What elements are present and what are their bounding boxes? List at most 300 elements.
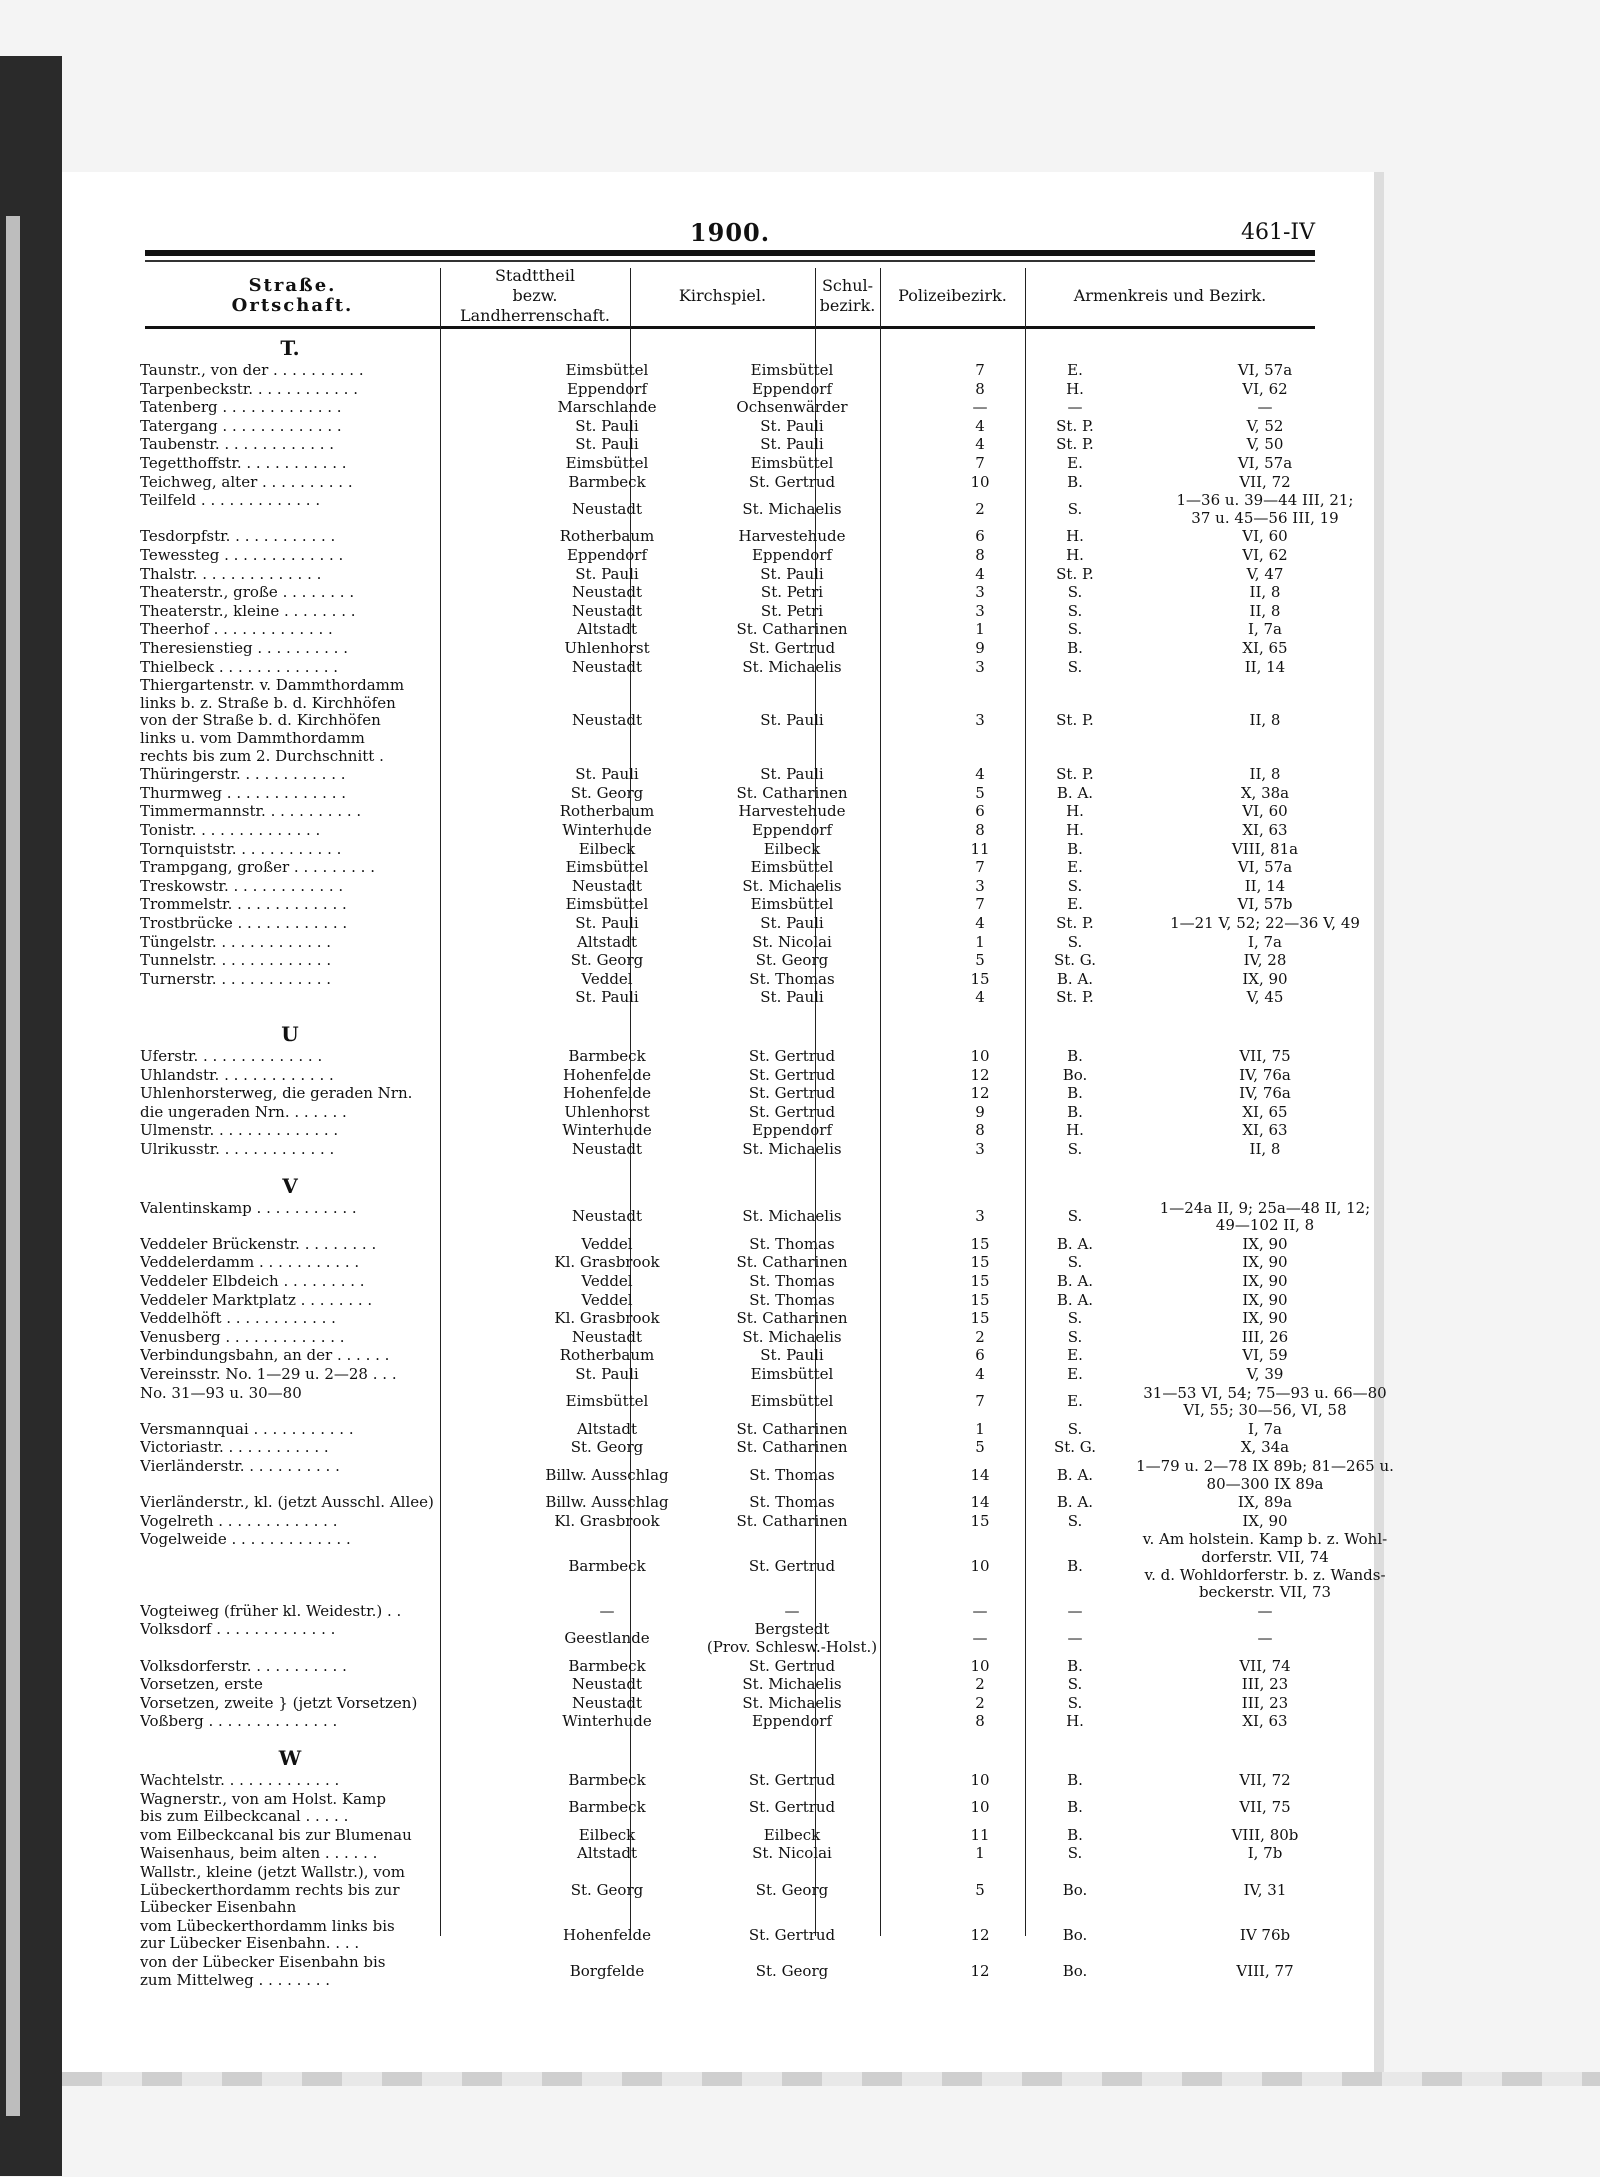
poor-district: VIII, 81a [1231, 839, 1299, 858]
school-district: 1 [975, 1844, 985, 1863]
district: Neustadt [572, 499, 642, 518]
parish: St. Thomas [749, 1234, 835, 1253]
district: Barmbeck [568, 1771, 646, 1789]
police-district: S. [1067, 932, 1083, 951]
parish: Eppendorf [751, 379, 833, 398]
district: Eppendorf [566, 379, 648, 398]
school-district: 7 [975, 454, 985, 472]
police-district: B. [1067, 1102, 1083, 1121]
street-name: Wachtelstr. . . . . . . . . . . . . [140, 1772, 340, 1789]
parish: Eppendorf [751, 821, 833, 839]
police-district: — [1067, 398, 1083, 417]
street-name: Valentinskamp . . . . . . . . . . . [140, 1199, 357, 1217]
street-name: Tornquiststr. . . . . . . . . . . . [140, 840, 342, 858]
police-district: St. P. [1056, 765, 1094, 784]
street-name: Theerhof . . . . . . . . . . . . . [140, 621, 333, 639]
header-page-number: 461-IV [1240, 220, 1315, 245]
police-district: B. [1067, 1047, 1083, 1065]
poor-district: XI, 63 [1242, 821, 1288, 839]
school-district: 5 [975, 1438, 985, 1457]
table-row [140, 1772, 1320, 1790]
school-district: 9 [975, 639, 985, 657]
district: Altstadt [577, 620, 637, 639]
district: St. Georg [570, 1880, 644, 1899]
school-district: 12 [970, 1925, 990, 1944]
district: Hohenfelde [562, 1084, 651, 1103]
street-name: Thalstr. . . . . . . . . . . . . . [140, 565, 322, 583]
district: Neustadt [572, 876, 642, 895]
poor-district: II, 8 [1249, 1140, 1281, 1158]
school-district: — [972, 398, 988, 417]
table-row [140, 971, 1320, 989]
police-district: B. A. [1056, 1465, 1094, 1484]
section-letter: W [278, 1746, 302, 1770]
school-district: 10 [970, 1771, 990, 1789]
district: Neustadt [572, 601, 642, 620]
poor-district: VI, 57a [1237, 858, 1293, 877]
school-district: — [972, 1629, 988, 1648]
street-name: Timmermannstr. . . . . . . . . . . [140, 803, 362, 821]
parish: St. Georg [755, 951, 829, 970]
street-name: Trommelstr. . . . . . . . . . . . . [140, 896, 347, 914]
poor-district: IX, 90 [1242, 1309, 1288, 1328]
district: Altstadt [577, 932, 637, 951]
table-row [140, 603, 1320, 621]
table-row [140, 841, 1320, 859]
police-district: E. [1067, 454, 1083, 472]
street-name: Tüngelstr. . . . . . . . . . . . . [140, 933, 332, 951]
district: Barmbeck [568, 1798, 646, 1817]
street-name: Tewessteg . . . . . . . . . . . . . [140, 547, 344, 564]
parish: Eimsbüttel [750, 1392, 834, 1411]
district: St. Pauli [575, 765, 639, 784]
table-row [140, 1366, 1320, 1384]
school-district: 3 [975, 1207, 985, 1226]
table-row [140, 621, 1320, 639]
police-district: S. [1067, 1253, 1083, 1272]
parish: St. Thomas [749, 1272, 835, 1290]
school-district: 10 [970, 1556, 990, 1575]
school-district: 3 [975, 711, 985, 730]
parish: — [784, 1601, 800, 1620]
district: Neustadt [572, 583, 642, 602]
table-row [140, 1621, 1320, 1656]
street-name: Veddelerdamm . . . . . . . . . . . [140, 1254, 360, 1272]
school-district: 7 [975, 1392, 985, 1411]
street-name: Waisenhaus, beim alten . . . . . . [140, 1845, 378, 1863]
police-district: B. A. [1056, 969, 1094, 988]
parish: Eimsbüttel [750, 1365, 834, 1383]
poor-district: VII, 74 [1239, 1656, 1291, 1675]
poor-district: 1—21 V, 52; 22—36 V, 49 [1170, 914, 1360, 932]
table-row [140, 584, 1320, 602]
street-name: Uhlandstr. . . . . . . . . . . . . [140, 1066, 334, 1084]
district: Winterhude [562, 1121, 652, 1140]
parish: St. Thomas [749, 1493, 835, 1512]
poor-district: VI, 62 [1242, 379, 1288, 398]
parish: Eimsbüttel [750, 858, 834, 877]
school-district: 2 [975, 1327, 985, 1346]
parish: St. Michaelis [742, 1207, 842, 1226]
school-district: 15 [970, 969, 990, 988]
police-district: H. [1066, 1712, 1084, 1731]
school-district: 7 [975, 361, 985, 379]
school-district: 8 [975, 821, 985, 839]
parish: St. Catharinen [736, 1419, 848, 1438]
police-district: E. [1067, 361, 1083, 379]
police-district: B. A. [1056, 1234, 1094, 1253]
street-name: vom Eilbeckcanal bis zur Blumenau [140, 1826, 412, 1844]
table-row [140, 1439, 1320, 1457]
police-district: B. A. [1056, 783, 1094, 802]
street-name: Veddeler Marktplatz . . . . . . . . [140, 1291, 373, 1309]
poor-district: IV 76b [1239, 1925, 1291, 1944]
parish: St. Catharinen [736, 1253, 848, 1272]
school-district: 6 [975, 527, 985, 546]
table-row [140, 1236, 1320, 1254]
school-district: 3 [975, 657, 985, 676]
parish: St. Pauli [760, 435, 824, 454]
street-name: Wagnerstr., von am Holst. Kamp bis zum Eilbeckcanal . . . . . [140, 1790, 386, 1826]
district: St. Georg [570, 1438, 644, 1457]
poor-district: 1—36 u. 39—44 III, 21; 37 u. 45—56 III, 19 [1176, 491, 1354, 527]
column-header-rule [145, 326, 1315, 329]
school-district: 15 [970, 1511, 990, 1530]
district: St. Pauli [575, 988, 639, 1007]
parish: Harvestehude [738, 802, 846, 821]
street-name: Tonistr. . . . . . . . . . . . . . [140, 822, 321, 839]
school-district: 4 [975, 435, 985, 454]
parish: St. Pauli [760, 564, 824, 583]
poor-district: VII, 72 [1239, 1771, 1291, 1789]
district: Rotherbaum [559, 802, 655, 821]
parish: Eimsbüttel [750, 454, 834, 472]
parish: St. Catharinen [736, 1309, 848, 1328]
police-district: B. [1067, 1656, 1083, 1675]
poor-district: II, 8 [1249, 765, 1281, 784]
poor-district: XI, 63 [1242, 1121, 1288, 1140]
police-district: S. [1067, 583, 1083, 602]
street-name: Taunstr., von der . . . . . . . . . . [140, 362, 364, 379]
poor-district: IX, 89a [1237, 1493, 1293, 1512]
district: Eppendorf [566, 546, 648, 564]
street-name: Vogteiweg (früher kl. Weidestr.) . . [140, 1602, 402, 1620]
poor-district: — [1257, 1629, 1273, 1648]
poor-district: XI, 65 [1242, 1102, 1288, 1121]
school-district: 10 [970, 1656, 990, 1675]
poor-district: V, 52 [1246, 416, 1284, 435]
parish: St. Gertrud [748, 1798, 836, 1817]
poor-district: I, 7b [1247, 1844, 1283, 1863]
street-name: Trostbrücke . . . . . . . . . . . . [140, 915, 348, 932]
school-district: 10 [970, 1047, 990, 1065]
police-district: E. [1067, 1346, 1083, 1365]
poor-district: I, 7a [1248, 620, 1282, 639]
poor-district: III, 26 [1241, 1327, 1289, 1346]
police-district: Bo. [1062, 1961, 1088, 1980]
parish: St. Thomas [749, 969, 835, 988]
district: Rotherbaum [559, 527, 655, 546]
district: Neustadt [572, 1140, 642, 1158]
school-district: 3 [975, 583, 985, 602]
street-name: von der Lübecker Eisenbahn bis zum Mittelweg . . . . . . . . [140, 1954, 386, 1989]
parish: St. Michaelis [742, 499, 842, 518]
poor-district: II, 8 [1249, 711, 1281, 730]
table-row [140, 1658, 1320, 1676]
street-name: Veddeler Brückenstr. . . . . . . . . [140, 1235, 377, 1253]
header-rule-thick [145, 250, 1315, 256]
district: Winterhude [562, 821, 652, 839]
district: Veddel [581, 1272, 633, 1290]
street-name: Tatenberg . . . . . . . . . . . . . [140, 399, 342, 417]
parish: St. Gertrud [748, 1556, 836, 1575]
street-name: Thurmweg . . . . . . . . . . . . . [140, 784, 347, 802]
column-header-1: Stadttheil bezw. Landherrenschaft. [459, 266, 610, 325]
table-row [140, 934, 1320, 952]
poor-district: V, 50 [1246, 435, 1284, 454]
page-header [145, 218, 1315, 252]
street-name: Tunnelstr. . . . . . . . . . . . . [140, 952, 332, 970]
parish: St. Nicolai [752, 932, 832, 951]
table-row [140, 547, 1320, 565]
parish: Bergstedt (Prov. Schlesw.-Holst.) [706, 1620, 878, 1656]
police-district: S. [1067, 1675, 1083, 1694]
column-header-4: Polizeibezirk. [898, 286, 1007, 305]
poor-district: 1—79 u. 2—78 IX 89b; 81—265 u. 80—300 IX 89a [1136, 1457, 1394, 1493]
table-row [140, 1676, 1320, 1694]
street-name: Victoriastr. . . . . . . . . . . . [140, 1439, 329, 1457]
police-district: H. [1066, 379, 1084, 398]
poor-district: VI, 57a [1237, 361, 1293, 379]
street-name: Tarpenbeckstr. . . . . . . . . . . . [140, 380, 358, 398]
parish: St. Georg [755, 1880, 829, 1899]
parish: St. Petri [760, 601, 824, 620]
street-name: Vorsetzen, erste [140, 1676, 263, 1694]
parish: Eppendorf [751, 546, 833, 564]
parish: St. Georg [755, 1961, 829, 1980]
left-scan-edge [0, 56, 62, 2176]
poor-district: II, 8 [1249, 583, 1281, 602]
poor-district: X, 34a [1240, 1438, 1290, 1457]
parish: St. Michaelis [742, 1327, 842, 1346]
table-row [140, 1310, 1320, 1328]
school-district: 11 [970, 839, 990, 858]
street-name: Thiergartenstr. v. Dammthordamm links b. z. Straße b. d. Kirchhöfen von der Straße b. d. Kirchhöfen links u. vom Dammthordamm rechts bis zum 2. Durchschnitt . [140, 677, 405, 765]
district: Neustadt [572, 1693, 642, 1712]
street-name: Theaterstr., kleine . . . . . . . . [140, 602, 356, 620]
district: Neustadt [572, 1675, 642, 1694]
poor-district: I, 7a [1248, 932, 1282, 951]
district: Geestlande [564, 1629, 650, 1648]
police-district: S. [1067, 1844, 1083, 1863]
poor-district: VIII, 80b [1231, 1825, 1299, 1844]
poor-district: IX, 90 [1242, 1290, 1288, 1309]
table-row [140, 914, 1360, 933]
street-name: Thielbeck . . . . . . . . . . . . . [140, 658, 339, 676]
police-district: H. [1066, 527, 1084, 546]
table-row [140, 418, 1320, 436]
table-row [140, 1530, 1388, 1602]
district: Barmbeck [568, 1047, 646, 1065]
parish: St. Catharinen [736, 620, 848, 639]
poor-district: IX, 90 [1242, 1234, 1288, 1253]
poor-district: V, 39 [1246, 1365, 1284, 1383]
poor-district: VI, 62 [1242, 546, 1288, 564]
poor-district: IV, 76a [1239, 1084, 1291, 1103]
poor-district: VII, 75 [1239, 1798, 1291, 1817]
district: St. Georg [570, 783, 644, 802]
poor-district: I, 7a [1248, 1419, 1282, 1438]
district: Eilbeck [578, 839, 636, 858]
poor-district: XI, 63 [1242, 1712, 1288, 1731]
school-district: 12 [970, 1961, 990, 1980]
parish: St. Gertrud [748, 1084, 836, 1103]
table-row [140, 491, 1354, 527]
parish: St. Nicolai [752, 1844, 832, 1863]
district: St. Pauli [575, 564, 639, 583]
street-name: Ulrikusstr. . . . . . . . . . . . . [140, 1141, 335, 1158]
table-row [140, 1383, 1387, 1420]
police-district: St. P. [1056, 988, 1094, 1007]
parish: Eppendorf [751, 1712, 833, 1731]
street-name: Veddelhöft . . . . . . . . . . . . [140, 1310, 336, 1328]
parish: St. Pauli [760, 711, 824, 730]
school-district: 8 [975, 379, 985, 398]
poor-district: X, 38a [1240, 783, 1290, 802]
school-district: 12 [970, 1065, 990, 1084]
table-row [140, 1104, 1320, 1122]
street-name: vom Lübeckerthordamm links bis zur Lübecker Eisenbahn. . . . [140, 1917, 395, 1953]
column-header-0: Straße. Ortschaft. [231, 275, 354, 316]
school-district: 3 [975, 876, 985, 895]
school-district: 6 [975, 1346, 985, 1365]
table-row [140, 399, 1320, 417]
police-district: S. [1067, 1140, 1083, 1158]
table-row [140, 1603, 1320, 1621]
column-header-3: Schul- bezirk. [819, 276, 876, 315]
district: Hohenfelde [562, 1925, 651, 1944]
table-row [140, 1494, 1320, 1512]
poor-district: V, 47 [1246, 564, 1284, 583]
district: Barmbeck [568, 1656, 646, 1675]
parish: St. Petri [760, 583, 824, 602]
parish: St. Michaelis [742, 1140, 842, 1158]
district: Eilbeck [578, 1825, 636, 1844]
school-district: 5 [975, 1880, 985, 1899]
parish: St. Gertrud [748, 1925, 836, 1944]
poor-district: II, 8 [1249, 601, 1281, 620]
parish: St. Thomas [749, 1290, 835, 1309]
police-district: S. [1067, 1327, 1083, 1346]
table-row [140, 1513, 1320, 1531]
district: Barmbeck [568, 1556, 646, 1575]
poor-district: VI, 57a [1237, 454, 1293, 472]
district: Uhlenhorst [564, 639, 650, 657]
street-name: Ulmenstr. . . . . . . . . . . . . . [140, 1122, 339, 1140]
parish: St. Michaelis [742, 1675, 842, 1694]
poor-district: VI, 59 [1242, 1346, 1288, 1365]
parish: St. Catharinen [736, 783, 848, 802]
police-district: — [1067, 1601, 1083, 1620]
school-district: 4 [975, 1365, 985, 1383]
district: Eimsbüttel [565, 858, 649, 877]
district: Neustadt [572, 1327, 642, 1346]
district: Eimsbüttel [565, 895, 649, 914]
street-name: Teilfeld . . . . . . . . . . . . . [140, 492, 321, 510]
parish: St. Catharinen [736, 1511, 848, 1530]
table-row [140, 1918, 1320, 1953]
table-row [140, 1085, 1320, 1103]
poor-district: IV, 76a [1239, 1065, 1291, 1084]
street-name: No. 31—93 u. 30—80 [140, 1384, 302, 1402]
table-row [140, 659, 1320, 677]
school-district: 1 [975, 932, 985, 951]
poor-district: V, 45 [1246, 988, 1284, 1007]
poor-district: III, 23 [1241, 1675, 1289, 1694]
parish: St. Michaelis [742, 876, 842, 895]
poor-district: VI, 60 [1242, 802, 1288, 821]
school-district: 3 [975, 1140, 985, 1158]
parish: St. Pauli [760, 416, 824, 435]
street-name: Thüringerstr. . . . . . . . . . . . [140, 766, 346, 784]
parish: Harvestehude [738, 527, 846, 546]
police-district: B. [1067, 1771, 1083, 1789]
street-name: Uferstr. . . . . . . . . . . . . . [140, 1048, 323, 1065]
table-row [140, 952, 1320, 970]
school-district: 2 [975, 1693, 985, 1712]
police-district: S. [1067, 1309, 1083, 1328]
police-district: S. [1067, 1511, 1083, 1530]
school-district: 4 [975, 914, 985, 932]
street-name: Tegetthoffstr. . . . . . . . . . . . [140, 455, 347, 472]
table-row [140, 1791, 1320, 1826]
parish: St. Gertrud [748, 1102, 836, 1121]
school-district: 1 [975, 620, 985, 639]
table-row [140, 1347, 1320, 1365]
police-district: B. [1067, 639, 1083, 657]
school-district: 15 [970, 1253, 990, 1272]
header-rule-thin [145, 260, 1315, 262]
table-row [140, 362, 1320, 380]
table-row [140, 989, 1320, 1007]
poor-district: II, 14 [1244, 876, 1286, 895]
school-district: 4 [975, 416, 985, 435]
poor-district: — [1257, 1601, 1273, 1620]
school-district: 8 [975, 1121, 985, 1140]
parish: Eimsbüttel [750, 895, 834, 914]
school-district: 10 [970, 1798, 990, 1817]
police-district: S. [1067, 601, 1083, 620]
school-district: 15 [970, 1234, 990, 1253]
poor-district: v. Am holstein. Kamp b. z. Wohl- dorferstr. VII, 74 v. d. Wohldorferstr. b. z. Wands- beckerstr. VII, 73 [1142, 1530, 1388, 1602]
poor-district: VI, 60 [1242, 527, 1288, 546]
street-name: Vierländerstr., kl. (jetzt Ausschl. Allee) [140, 1494, 434, 1512]
table-row [140, 1329, 1320, 1347]
table-row [140, 878, 1320, 896]
police-district: S. [1067, 1419, 1083, 1438]
street-name: Treskowstr. . . . . . . . . . . . . [140, 877, 344, 895]
table-row [140, 1864, 1320, 1917]
district: Rotherbaum [559, 1346, 655, 1365]
district: Marschlande [557, 398, 657, 417]
table-row [140, 677, 1320, 765]
school-district: 11 [970, 1825, 990, 1844]
parish: St. Pauli [760, 1346, 824, 1365]
police-district: St. P. [1056, 435, 1094, 454]
police-district: St. G. [1053, 1438, 1097, 1457]
school-district: 2 [975, 499, 985, 518]
district: Eimsbüttel [565, 454, 649, 472]
